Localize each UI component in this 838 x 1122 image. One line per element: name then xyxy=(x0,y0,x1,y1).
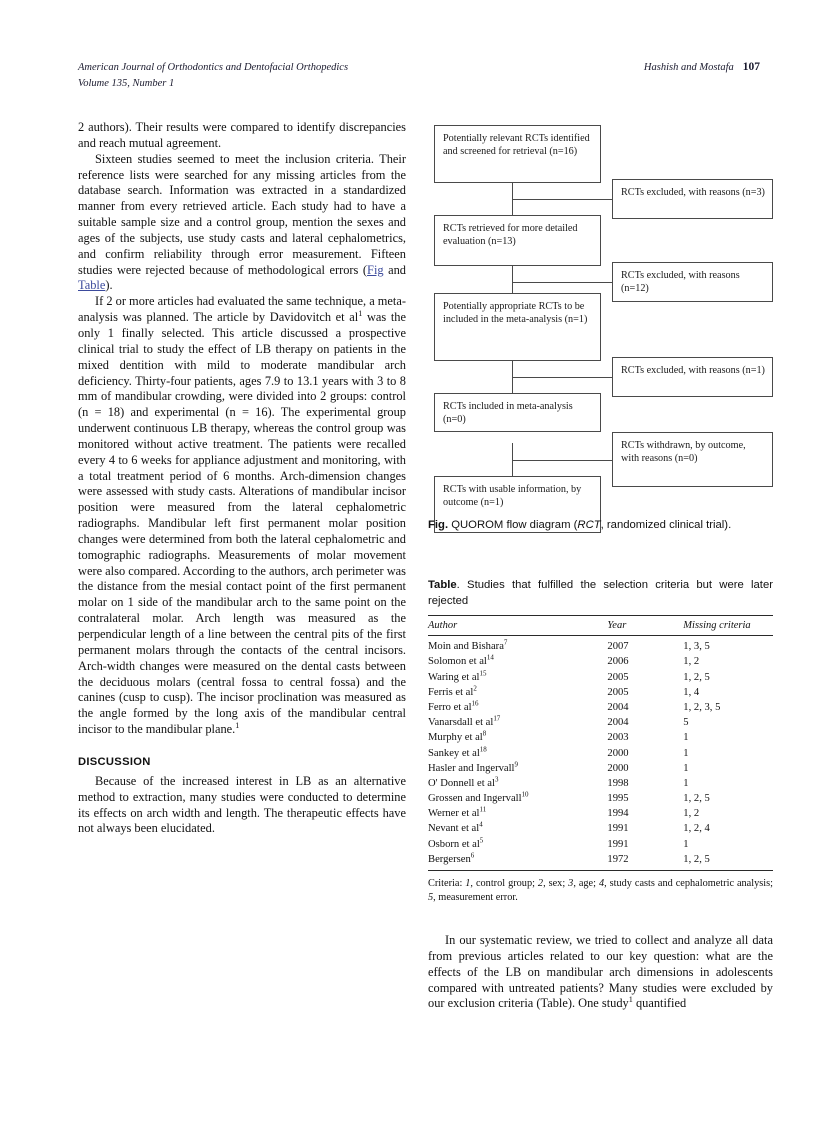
table-row xyxy=(428,654,773,669)
article-authors: Hashish and Mostafa xyxy=(643,62,734,73)
journal-volume: Volume 135, Number 1 xyxy=(78,78,175,89)
table-footnote: Criteria: 1, control group; 2, sex; 3, age; 4, study casts and cephalometric analysis; 5, measurement error. xyxy=(428,878,774,903)
reference-superscript: 11 xyxy=(479,805,487,814)
table-row xyxy=(428,746,773,761)
cell-year: 2006 xyxy=(607,656,629,668)
table-row xyxy=(428,806,773,821)
table-row xyxy=(428,715,773,730)
para-text: If 2 or more articles had evaluated the same technique, a meta-analysis was planned. The article by Davidovitch et al xyxy=(78,294,407,325)
cell-author: Waring et $al^{15}$ xyxy=(428,669,487,683)
flow-box-included: RCTs included in meta-analysis (n=0) xyxy=(434,393,601,432)
figure-caption xyxy=(428,518,773,534)
cell-author: Bergersen$^6$ xyxy=(428,851,475,865)
cell-missing-criteria: 1 xyxy=(683,838,689,850)
table-row xyxy=(428,670,773,685)
figure-caption-abbrev: RCT xyxy=(577,519,601,531)
cell-missing-criteria: 1, 2, 5 xyxy=(683,671,710,683)
cell-year: 1994 xyxy=(607,808,629,820)
reference-superscript: 3 xyxy=(494,775,499,784)
cell-author: O' Donnell et $al^3$ xyxy=(428,775,499,789)
flow-box-usable-information: RCTs with usable information, by outcome (n=1) xyxy=(434,476,601,533)
reference-superscript: 16 xyxy=(471,699,479,708)
right-column xyxy=(428,125,773,517)
table-header-row xyxy=(428,616,773,636)
cell-year: 2005 xyxy=(607,671,629,683)
cell-year: 1991 xyxy=(607,838,629,850)
figure-cross-reference-link[interactable]: Fig xyxy=(367,262,384,277)
cell-year: 2000 xyxy=(607,762,629,774)
paragraph-continued: 2 authors). Their results were compared to identify discrepancies and reach mutual agreement. xyxy=(78,120,406,150)
cell-missing-criteria: 1, 2, 5 xyxy=(683,793,710,805)
reference-superscript: 8 xyxy=(482,729,487,738)
footnote-criterion-number: 3 xyxy=(568,878,574,890)
table-row xyxy=(428,685,773,700)
cell-author: Hasler and Ingervall$^9$ xyxy=(428,760,518,774)
cell-year: 2000 xyxy=(607,747,629,759)
cell-year: 1991 xyxy=(607,823,629,835)
reference-superscript: 1 xyxy=(628,995,633,1005)
table-row xyxy=(428,730,773,745)
table-row xyxy=(428,852,773,870)
table-row xyxy=(428,636,773,655)
cell-author: Vanarsdall et $al^{17}$ xyxy=(428,714,501,729)
footnote-criterion-number: 2 xyxy=(537,878,544,890)
table-row xyxy=(428,761,773,776)
reference-superscript: 1 xyxy=(235,720,240,730)
table-row xyxy=(428,837,773,852)
figure-label: Fig. xyxy=(428,519,449,531)
cell-missing-criteria: 1, 3, 5 xyxy=(683,641,710,653)
flow-box-excluded-12: RCTs excluded, with reasons (n=12) xyxy=(612,262,773,302)
column-header-criteria: Missing criteria xyxy=(683,616,773,636)
footnote-criterion-number: 5 xyxy=(428,891,434,903)
cell-author: Solomon et $al^{14}$ xyxy=(428,653,494,668)
cell-year: 2004 xyxy=(607,717,629,729)
reference-superscript: 15 xyxy=(479,669,487,678)
cell-author: Ferro et $al^{16}$ xyxy=(428,699,479,713)
cell-year: 2005 xyxy=(607,686,629,698)
cell-missing-criteria: 1, 2, 4 xyxy=(683,823,710,835)
cell-year: 1998 xyxy=(607,777,629,789)
reference-superscript: 9 xyxy=(514,760,518,769)
table-caption xyxy=(428,578,773,609)
cell-missing-criteria: 1 xyxy=(683,732,689,744)
cell-author: Sankey et $al^{18}$ xyxy=(428,744,487,759)
table-block xyxy=(428,578,773,904)
cell-author: Osborn et $al^5$ xyxy=(428,836,484,850)
para-text-joiner: and xyxy=(383,262,406,277)
para-text: Sixteen studies seemed to meet the inclusion criteria. Their reference lists were searched for any missing articles from the database search. Information was extracted in a standardized manner from every retrieved article. Each study had to have a suitable sample size and a control group, mention the sexes and ages of the subjects, use study casts and lateral cephalometrics, and confirm reliability through error measurement. Fifteen studies were rejected because of methodological errors ( xyxy=(78,151,406,277)
reference-superscript: 1 xyxy=(358,309,363,318)
table-row xyxy=(428,822,773,837)
footnote-criterion-number: 4 xyxy=(598,878,605,890)
reference-superscript: 14 xyxy=(486,653,494,662)
cell-missing-criteria: 1, 4 xyxy=(683,686,700,698)
cell-author: Moin and Bishara$^7$ xyxy=(428,638,508,653)
reference-superscript: 5 xyxy=(479,836,484,845)
reference-superscript: 10 xyxy=(521,790,529,799)
quorom-flow-diagram xyxy=(428,125,773,517)
para-text-b: was the only 1 finally selected. This article discussed a prospective clinical trial to study the effect of LB therapy on patients in the mixed dentition with mild to moderate mandibular arch deficiency. Thirty-four patients, ages 7.9 to 13.1 years with 3 to 8 mm of mandibular crowding, were divided into 2 groups: control (n = 18) and experimental (n = 16). The experimental group underwent continuous LB therapy, whereas the control group was monitored without active treatment. The patients were recalled every 4 to 6 weeks for appliance adjustment and monitoring, with a total treatment period of 6 months. Arch-dimension changes were assessed with study casts. Alterations of mandibular incisor position were measured from the lateral cephalometric radiographs. Mandibular left first permanent molar position changes were determined from both the lateral cephalometric and tomographic radiographs. Measurements of molar movement were also compared. According to the authors, arch perimeter was the distance from the mesial contact point of the first permanent molar on 1 side of the mandibular arch to the same point on the contralateral molar. Arch length was measured as the perpendicular length of a line between the central pits of the first permanent molars through the contacts of the central incisors. Arch-width changes were measured on the dental casts between the deciduous molars (central fossa to central fossa) and the canines (cusp to cusp). The incisor proclination was measured as the angle formed by the long axis of the mandibular central incisor to the mandibular plane. xyxy=(78,310,406,737)
flow-box-withdrawn: RCTs withdrawn, by outcome, with reasons (n=0) xyxy=(612,432,773,487)
rejected-studies-table xyxy=(428,615,773,870)
running-head xyxy=(78,60,760,91)
table-head xyxy=(428,616,773,636)
cell-year: 2004 xyxy=(607,701,629,713)
table-row xyxy=(428,791,773,806)
column-header-year: Year xyxy=(607,616,683,636)
connector-line-horizontal xyxy=(512,199,613,200)
cell-year: 2007 xyxy=(607,641,629,653)
table-cross-reference-link[interactable]: Table xyxy=(78,278,106,293)
table-body xyxy=(428,636,773,871)
right-bottom-column xyxy=(428,933,773,1012)
cell-year: 2003 xyxy=(607,732,629,744)
flow-box-retrieved: RCTs retrieved for more detailed evaluation (n=13) xyxy=(434,215,601,266)
para-text-b: quantified xyxy=(632,996,687,1011)
discussion-heading: DISCUSSION xyxy=(78,755,151,768)
cell-author: Grossen and Ingervall$^{10}$ xyxy=(428,790,529,805)
connector-line-horizontal xyxy=(512,460,613,461)
cell-author: Nevant et $al^4$ xyxy=(428,820,483,835)
para-text: In our systematic review, we tried to collect and analyze all data from previous articles related to our key question: what are the effects of the LB on mandibular arch dimensions in adolescents compared with untreated patients? Many studies were excluded by our exclusion criteria (Table). One study xyxy=(428,933,773,1011)
paragraph-inclusion-criteria xyxy=(78,152,406,295)
running-head-right xyxy=(644,60,760,75)
cell-missing-criteria: 1 xyxy=(683,762,689,774)
connector-line-horizontal xyxy=(512,377,613,378)
reference-superscript: 2 xyxy=(473,684,477,693)
flow-box-excluded-3: RCTs excluded, with reasons (n=3) xyxy=(612,179,773,219)
cell-missing-criteria: 1, 2, 5 xyxy=(683,853,710,865)
cell-author: Werner et $al^{11}$ xyxy=(428,805,487,820)
cell-missing-criteria: 1, 2 xyxy=(683,656,700,668)
table-label: Table xyxy=(428,579,457,591)
cell-author: Ferris et $al^2$ xyxy=(428,684,477,698)
reference-superscript: 4 xyxy=(479,820,483,829)
figure-caption-text-a: QUOROM flow diagram ( xyxy=(448,519,578,531)
column-header-author: Author xyxy=(428,616,607,636)
reference-superscript: 7 xyxy=(503,638,508,647)
cell-missing-criteria: 1, 2 xyxy=(683,808,700,820)
cell-year: 1972 xyxy=(607,853,629,865)
paragraph-systematic-review xyxy=(428,933,773,1012)
cell-year: 1995 xyxy=(607,793,629,805)
reference-superscript: 6 xyxy=(470,851,475,860)
cell-missing-criteria: 1 xyxy=(683,747,689,759)
flow-box-excluded-1: RCTs excluded, with reasons (n=1) xyxy=(612,357,773,397)
cell-missing-criteria: 5 xyxy=(683,717,689,729)
paragraph-discussion: Because of the increased interest in LB as an alternative method to extraction, many studies were conducted to determine its effects on arch width and length. The therapeutic effects have not always been elucidated. xyxy=(78,773,406,836)
para-text-end: ). xyxy=(105,278,113,293)
table-row xyxy=(428,776,773,791)
reference-superscript: 17 xyxy=(493,714,501,723)
figure-caption-text-b: , randomized clinical trial). xyxy=(600,519,732,531)
cell-missing-criteria: 1, 2, 3, 5 xyxy=(683,701,721,713)
footnote-criterion-number: 1 xyxy=(465,878,471,890)
cell-author: Murphy et $al^8$ xyxy=(428,729,487,744)
paragraph-meta-analysis xyxy=(78,294,406,738)
flow-box-appropriate: Potentially appropriate RCTs to be included in the meta-analysis (n=1) xyxy=(434,293,601,361)
journal-title: American Journal of Orthodontics and Dentofacial Orthopedics xyxy=(78,62,349,73)
page-number: 107 xyxy=(742,61,760,73)
left-column xyxy=(78,120,406,837)
connector-line-horizontal xyxy=(512,282,613,283)
flow-box-identified: Potentially relevant RCTs identified and screened for retrieval (n=16) xyxy=(434,125,601,183)
running-head-row xyxy=(78,60,760,75)
table-caption-text: . Studies that fulfilled the selection criteria but were later rejected xyxy=(428,579,773,607)
reference-superscript: 18 xyxy=(479,744,487,753)
table-row xyxy=(428,700,773,715)
cell-missing-criteria: 1 xyxy=(683,777,689,789)
